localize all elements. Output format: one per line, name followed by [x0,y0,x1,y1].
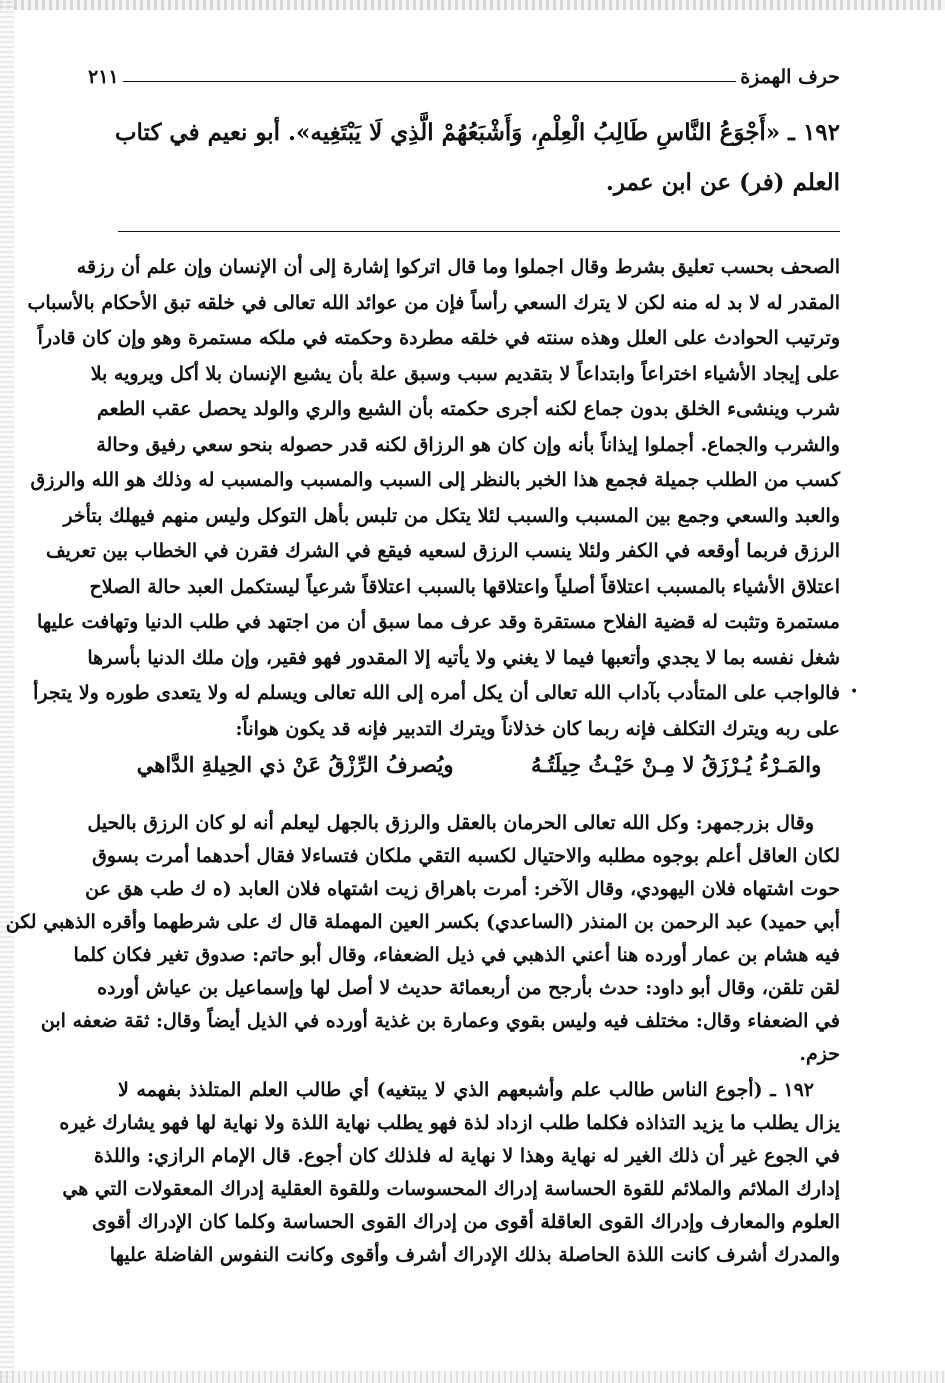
commentary-line: شغل نفسه بما لا يجدي وأتعبها فيما لا يغني ولا يأتيه إلا المقدور فهو فقير، وإن ملك الدنيا بأسرها [87,646,840,669]
commentary-line: العلوم والمعارف وإدراك القوى العاقلة أقوى من إدراك القوى الحساسة وكلما كان الإدراك أقوى [91,1211,840,1233]
commentary-line: وترتيب الحوادث على العلل وهذه سنته في خلقه مطردة وحكمته في ملكه مستمرة وهو وإن كان قادراً [37,327,840,349]
hadith-text [114,108,840,208]
commentary-line: فالواجب على المتأدب بآداب الله تعالى أن يكل أمره إلى الله تعالى ويسلم له ولا يتعدى طوره ولا يتجرأ [33,682,840,704]
header-rule [123,81,737,82]
commentary-line: إدارك الملائم والملائم للقوة الحساسة إدراك المحسوسات وللقوة العقلية إدراك المعقولات التي هي [62,1178,840,1200]
commentary-paragraph [5,807,840,1071]
commentary-paragraph [27,250,840,747]
commentary-line: مستمرة وتثبت له قضية الفلاح مستقرة وقد عرف مما سبق أن من اجتهد في طلب الدنيا وتهافت عليها [36,611,840,633]
scan-border-left [0,0,14,1383]
commentary-line: على إيجاد الأشياء اختراعاً وابتداعاً لا بتقديم سبب وسبق علة بأن يشبع الإنسان بلا أكل ويرويه بلا [90,362,840,385]
commentary-line: شرب وينشىء الخلق بدون جماع لكنه أجرى حكمته بأن الشبع والري والولد يحصل عقب الطعم [96,398,840,420]
hadith-line: ١٩٢ ـ «أَجْوَعُ النَّاسِ طَالِبُ الْعِلْمِ، وَأَشْبَعُهُمْ الَّذِي لَا يَبْتَغِيه». أبو نعيم في كتاب [114,119,840,146]
commentary-line: المقدر له لا بد له منه لكن لا يترك السعي رأساً فإن من عوائد الله تعالى في خلقه تبق الأحكام بالأسباب [27,291,840,314]
page-number: ٢١١ [88,66,119,88]
scan-border-bottom [0,1371,945,1383]
hadith-line: العلم (فر) عن ابن عمر. [605,169,840,196]
commentary-line: على ربه ويترك التكلف فإنه ربما كان خذلاناً ويترك التدبير فإنه قد يكون هواناً: [235,717,840,740]
poem-second-hemistich: ويُصرفُ الرِّزْقُ عَنْ ذي الحِيلةِ الدَّاهي [136,752,454,777]
commentary-line: والعبد والسعي وجمع بين المسبب والسبب لئلا يتكل من تلبس بأهل التوكل وليس منهم فيهلك بتأخر [63,504,840,527]
commentary-line: فيه هشام بن عمار أورده هنا أعني الذهبي في ذيل الضعفاء، وقال أبو حاتم: صدوق تغير فكان كلما [73,944,840,966]
commentary-line: لقن تلقن، وقال أبو داود: حدث بأرجح من أربعمائة حديث لا أصل لها وإسماعيل بن عياش أورده [97,977,840,999]
commentary-paragraph [59,1074,840,1272]
commentary-line: أبي حميد) عبد الرحمن بن المنذر (الساعدي) بكسر العين المهملة قال ك على شرطهما وأقره الذهبي لكن [5,911,840,933]
commentary-line: حزم. [799,1043,840,1065]
commentary-line: والشرب والجماع. أجملوا إيذاناً بأنه وإن كان هو الرزاق لكنه قدر حصوله بنحو سعي رفيق وحالة [96,433,840,456]
commentary-line: والمدرك أشرف كانت اللذة الحاصلة بذلك الإدراك أشرف وأقوى وكانت النفوس الفاضلة عليها [109,1244,840,1266]
commentary-line: وقال بزرجمهر: وكل الله تعالى الحرمان بالعقل والرزق بالجهل ليعلم أنه لو كان الرزق بالحيل [87,812,814,834]
commentary-line: لكان العاقل أعلم بوجوه مطلبه والاحتيال لكسبه التقي ملكان فتساءلا فقال أحدهما أمرت بسوق [92,845,840,867]
poem-first-hemistich: والمَـرْءُ يُـرْزَقُ لا مِـنْ حَيْـثُ حِيلَتُـهُ [531,752,822,777]
commentary-line: ١٩٢ ـ (أجوع الناس طالب علم وأشبعهم الذي لا يبتغيه) أي طالب العلم المتلذذ بفهمه لا [118,1079,814,1101]
commentary-line: الصحف بحسب تعليق بشرط وقال اجملوا وما قال اتركوا إشارة إلى أن الإنسان وإن علم أن رزقه [76,256,840,278]
running-header [88,58,840,88]
commentary-line: اعتلاق الأشياء بالمسبب اعتلاقاً أصلياً واعتلاقها بالسبب اعتلاقاً شرعياً ليستكمل العبد حالة الصلاح [89,575,840,598]
margin-mark: • [850,684,859,700]
poem-verse [118,752,840,777]
commentary-line: الرزق فربما أوقعه في الكفر ولئلا ينسب الرزق لسعيه فيقع في الشرك فقرن في الخطاب بين تعريف [46,540,840,562]
footnote-separator [118,231,840,232]
commentary-line: حوت اشتهاه فلان اليهودي، وقال الآخر: أمرت باهراق زيت اشتهاه فلان العابد (ه ك طب هق عن [85,878,840,900]
commentary-line: في الجوع غير أن ذلك الغير له نهاية وهذا لا نهاية له فلذلك كان أجوع. قال الإمام الرازي: واللذة [93,1145,840,1167]
commentary-line: كسب من الطلب جميلة فجمع هذا الخبر بالنظر إلى السبب والمسبب والمسبب له وذلك هو الله والرزق [30,469,840,491]
scan-border-top [0,0,945,10]
commentary-line: يزال يطلب ما يزيد التذاذه فكلما طلب ازداد لذة فهو يطلب نهاية اللذة ولا نهاية لها فهو يشارك غيره [59,1112,840,1134]
commentary-line: في الضعفاء وقال: مختلف فيه وليس بقوي وعمارة بن غذية أورده في الذيل أيضاً وقال: ثقة ضعفه ابن [40,1010,840,1032]
chapter-title: حرف الهمزة [740,66,840,88]
